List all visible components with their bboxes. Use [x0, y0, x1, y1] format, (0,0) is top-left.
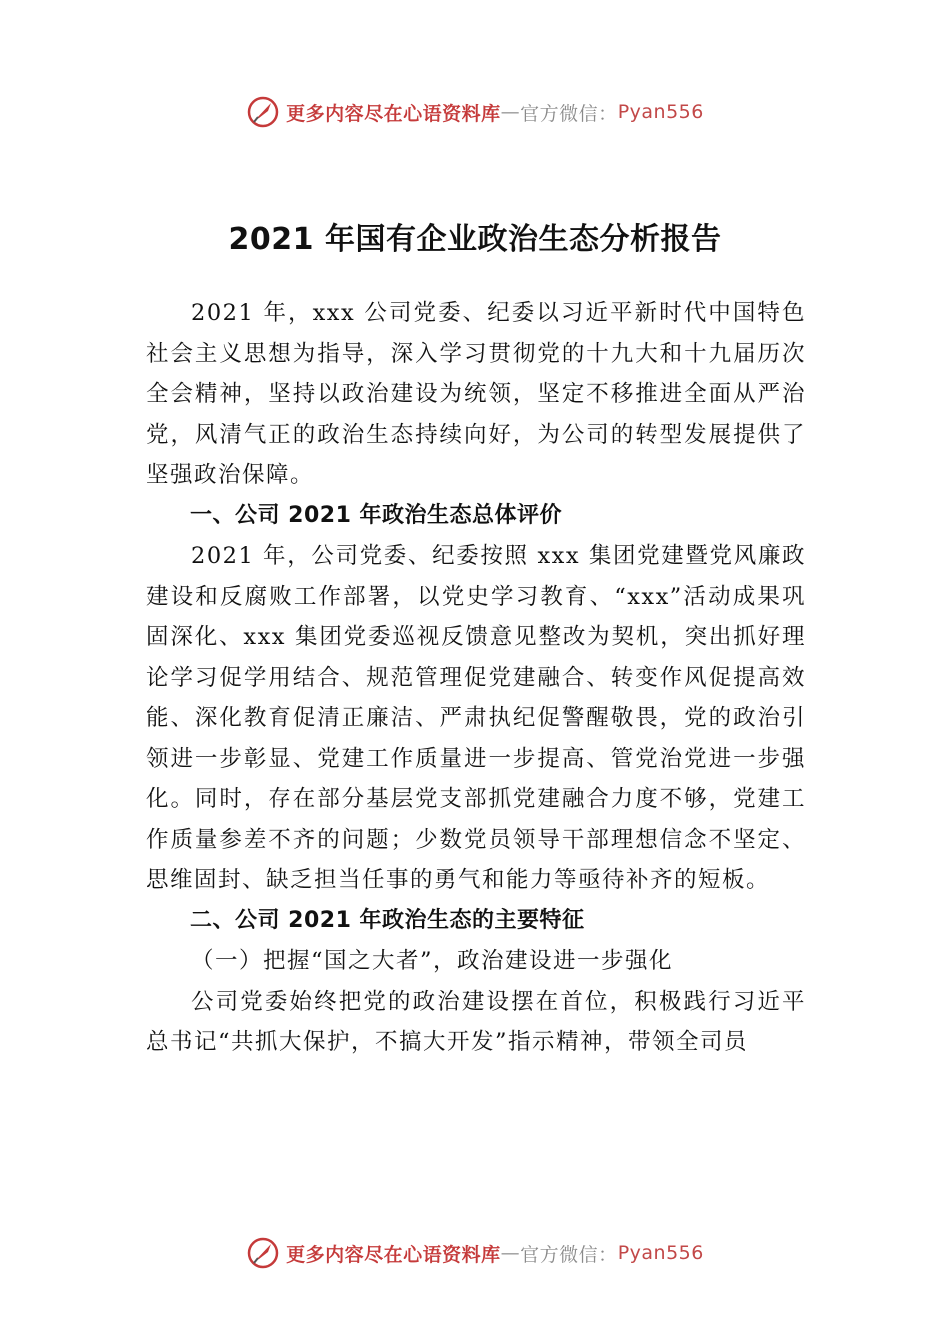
watermark-main-text: 更多内容尽在心语资料库	[286, 102, 501, 125]
section-1-paragraph: 2021 年，公司党委、纪委按照 xxx 集团党建暨党风廉政建设和反腐败工作部署，以党史学习教育、“xxx”活动成果巩固深化、xxx 集团党委巡视反馈意见整改为契机，突出抓好理论学习促学用结合、规范管理促党建融合、转变作风促提高效能、深化教育促清正廉洁、严肃执纪促警醒敬畏，党的政治引领进一步彰显、党建工作质量进一步提高、管党治党进一步强化。同时，存在部分基层党支部抓党建融合力度不够，党建工作质量参差不齐的问题；少数党员领导干部理想信念不坚定、思维固封、缺乏担当任事的勇气和能力等亟待补齐的短板。	[146, 543, 806, 893]
watermark-wechat-id: Pyan556	[617, 101, 704, 123]
watermark-wechat-id: Pyan556	[617, 1242, 704, 1264]
quill-logo-icon	[246, 1236, 280, 1270]
footer-watermark	[0, 1236, 950, 1270]
watermark-label: 官方微信：	[520, 1243, 618, 1266]
quill-logo-icon	[246, 95, 280, 129]
section-1-heading: 一、公司 2021 年政治生态总体评价	[190, 502, 563, 528]
section-2-subheading: （一）把握“国之大者”，政治建设进一步强化	[191, 948, 674, 974]
document-body	[146, 293, 806, 1063]
watermark-separator: —	[500, 1242, 521, 1264]
document-title: 2021 年国有企业政治生态分析报告	[228, 222, 722, 257]
header-watermark	[0, 95, 950, 129]
intro-paragraph: 2021 年，xxx 公司党委、纪委以习近平新时代中国特色社会主义思想为指导，深入学习贯彻党的十九大和十九届历次全会精神，坚持以政治建设为统领，坚定不移推进全面从严治党，风清气正的政治生态持续向好，为公司的转型发展提供了坚强政治保障。	[146, 300, 806, 488]
watermark-label: 官方微信：	[520, 102, 618, 125]
watermark-main-text: 更多内容尽在心语资料库	[286, 1243, 501, 1266]
section-2-paragraph: 公司党委始终把党的政治建设摆在首位，积极践行习近平总书记“共抓大保护，不搞大开发”指示精神，带领全司员	[146, 988, 806, 1055]
section-2-heading: 二、公司 2021 年政治生态的主要特征	[190, 907, 585, 933]
watermark-separator: —	[500, 101, 521, 123]
